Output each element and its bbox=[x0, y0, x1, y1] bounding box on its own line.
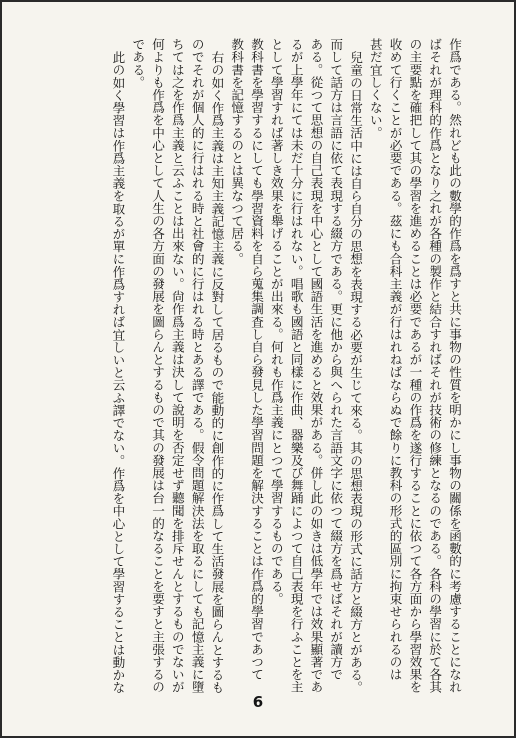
text-line: るが上學年にては未だ十分に行はれない。唱歌も國語と同樣に作曲、器樂及び舞踊によつて自己表現を行ふことを主 bbox=[288, 38, 304, 694]
text-line: ばそれが理科的作爲となり之れが各種の製作と結合すればそれが技術の修練となるのである。各科の學習に於て各其 bbox=[427, 38, 443, 694]
text-line: ちては之を作爲主義と云ふことは出來ない。尙作爲主義は決して說明を否定せず聽聞を排斥せんとするものでないが bbox=[169, 38, 185, 694]
text-line: 收めて行くことが必要である。茲にも合科主義が行はれねばならぬで餘りに教科の形式的區別に拘束せられるのは bbox=[387, 38, 403, 681]
text-line: 右の如く作爲主義は主知主義記憶主義に反對して居るもので能動的に創作的に作爲して生活發展を圖らんとするも bbox=[209, 51, 225, 694]
page-number: 6 bbox=[252, 693, 264, 711]
text-line: の主要點を確把して其の學習を進めることは必要であるが一種の作爲を遂行することに依つて各方面から學習效果を bbox=[407, 38, 423, 694]
vertical-text-body bbox=[108, 38, 464, 694]
text-line: である。 bbox=[130, 38, 146, 89]
text-line: 而して話方は言語に依て表現する綴方である。更に他から與へられた言語文字に依つて綴方を爲せばそれが讀方で bbox=[328, 38, 344, 681]
text-line: 何よりも作爲を中心として人生の各方面の發展を圖らんとするもので其の發展は台一的なることを要すと主張するの bbox=[150, 38, 166, 694]
text-line: 教科書を記憶するのとは異なつて居る。 bbox=[229, 38, 245, 265]
text-line: 教科書を學習するにしても學習資料を自ら蒐集調査し自ら發見した學習問題を解決することは作爲的學習であつて bbox=[249, 38, 265, 681]
text-line: ある。從つて思想の自己表現を中心として國語生活を進めると效果がある。併し此の如きは低學年では效果顯著であ bbox=[308, 38, 324, 694]
text-line: 甚だ宜しくない。 bbox=[367, 38, 383, 139]
text-line: 兒童の日常生活中には自ら自分の思想を表現する必要が生じて來る。其の思想表現の形式に話方と綴方とがある。 bbox=[348, 51, 364, 694]
text-line: として學習すれば著しき效果を舉げることが出來る。何れも作爲主義にとつて學習するものである。 bbox=[268, 38, 284, 605]
text-line: 此の如く學習は作爲主義を取るが單に作爲すれば宜しいと云ふ譯でない。作爲を中心として學習することは動かな bbox=[110, 51, 126, 694]
text-line: のでそれが個人的に行はれる時と社會的に行はれる時とある譯である。假令問題解決法を取るにしても記憶主義に墮 bbox=[189, 38, 205, 694]
text-line: 作爲である。然れども此の數學的作爲を爲すと共に事物の性質を明かにし事物の關係を函數的に考慮することになれ bbox=[447, 38, 462, 694]
